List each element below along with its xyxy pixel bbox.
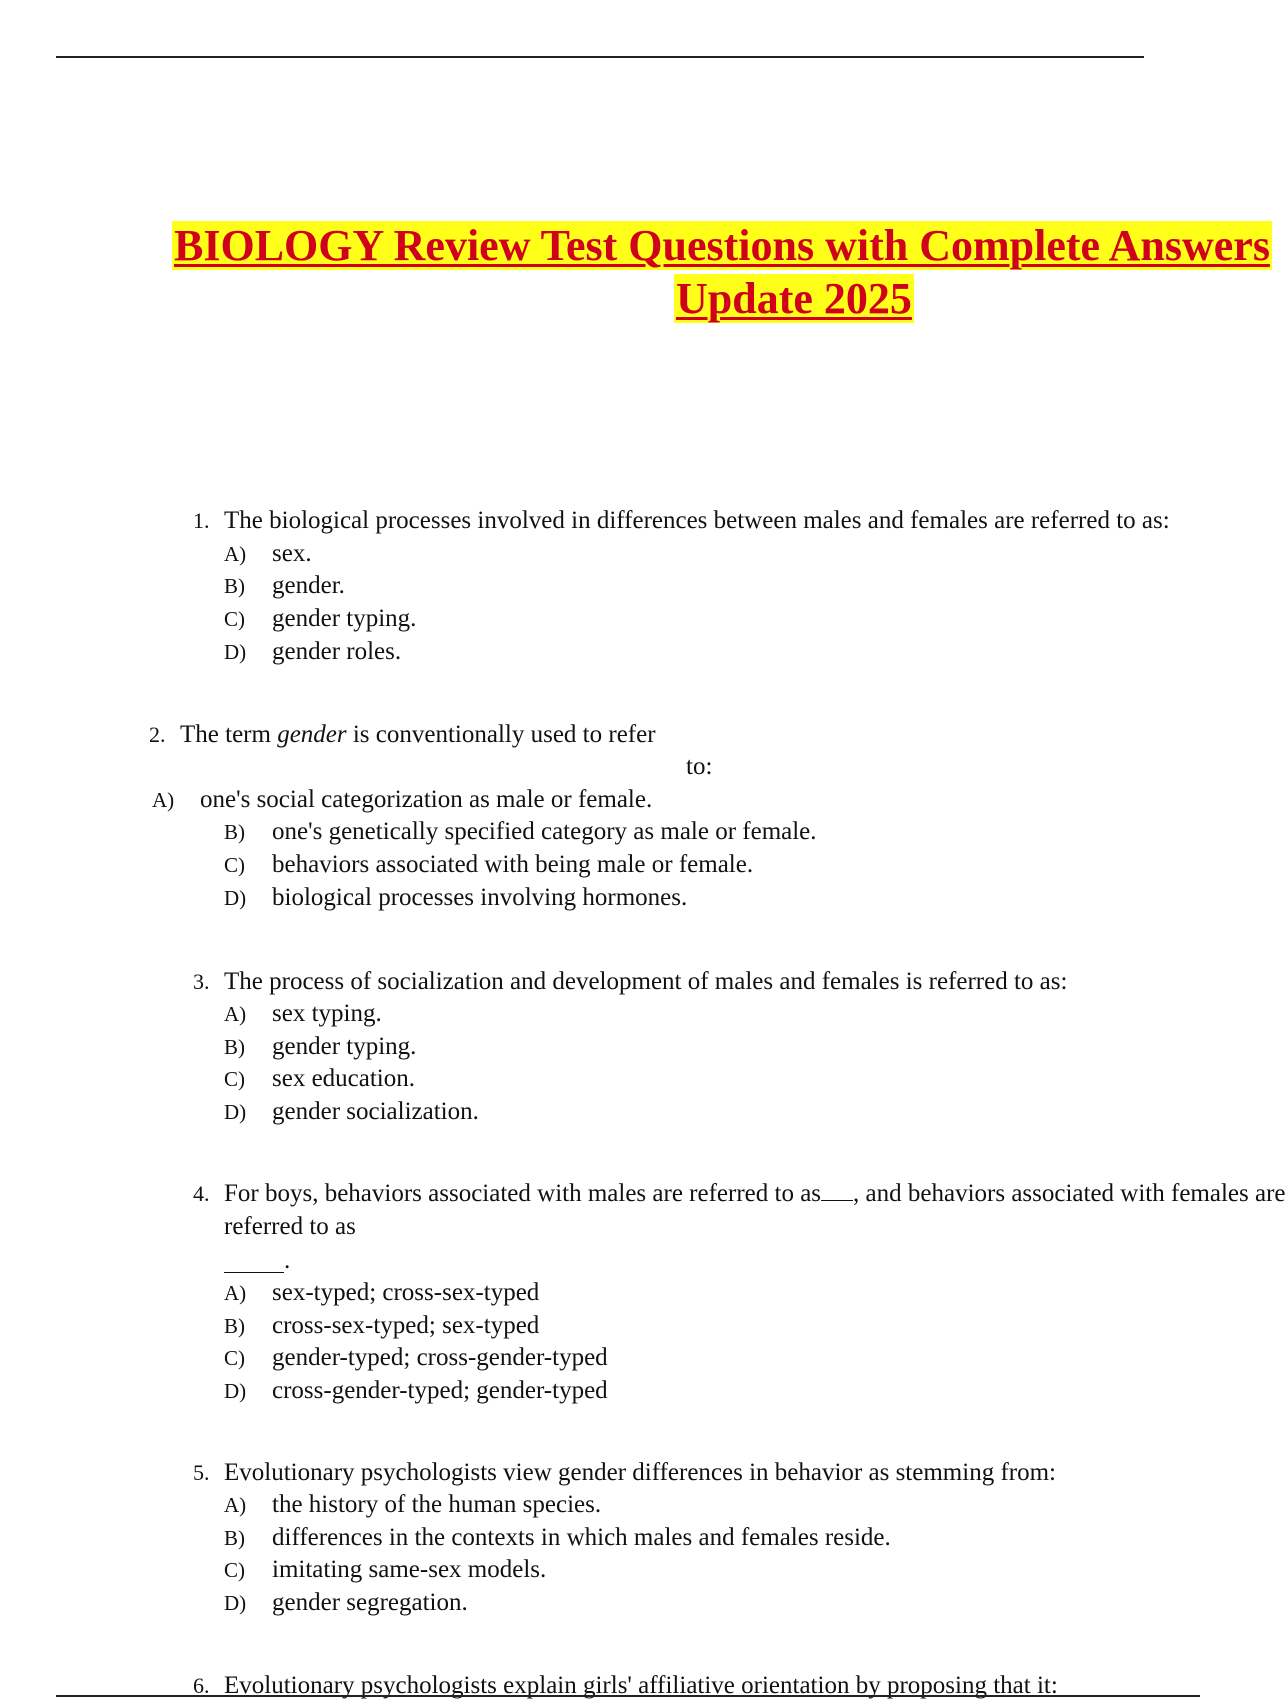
option-text: imitating same-sex models.	[272, 1556, 547, 1583]
question-text: Evolutionary psychologists explain girls' affiliative orientation by proposing that it:	[224, 1672, 1058, 1699]
question-number: 3.	[193, 969, 210, 994]
option-text: gender-typed; cross-gender-typed	[272, 1344, 608, 1371]
option-text: gender typing.	[272, 1033, 417, 1060]
question-number: 1.	[193, 508, 210, 533]
option-text: one's social categorization as male or female.	[200, 786, 653, 813]
option-letter: D)	[224, 886, 247, 910]
option-letter: A)	[152, 788, 175, 812]
option-letter: C)	[224, 1346, 245, 1370]
question-text-continued: to:	[686, 753, 713, 780]
document-title-line-2	[674, 275, 914, 323]
option-text: biological processes involving hormones.	[272, 884, 688, 911]
option-letter: A)	[224, 1281, 247, 1305]
option-text: sex education.	[272, 1065, 416, 1092]
top-rule	[56, 56, 1144, 58]
answer-blank-line	[224, 1272, 284, 1273]
question-text-end: .	[284, 1247, 291, 1274]
option-text: gender.	[272, 572, 345, 599]
question-text: Evolutionary psychologists view gender differences in behavior as stemming from:	[224, 1459, 1056, 1486]
title-text-2: Update 2025	[676, 274, 912, 323]
question-number: 6.	[193, 1673, 210, 1698]
option-text: gender roles.	[272, 638, 402, 665]
question-text-part: , and behaviors associated with females are	[853, 1180, 1286, 1207]
question-text-part: For boys, behaviors associated with males are referred to as	[224, 1180, 822, 1207]
answer-blank	[821, 1178, 853, 1201]
option-letter: C)	[224, 853, 245, 877]
option-letter: D)	[224, 1100, 247, 1124]
option-text: gender socialization.	[272, 1098, 479, 1125]
option-text: behaviors associated with being male or female.	[272, 851, 754, 878]
option-letter: A)	[224, 1493, 247, 1517]
option-text: gender typing.	[272, 605, 417, 632]
question-text-italic: gender	[277, 721, 347, 748]
option-letter: A)	[224, 542, 247, 566]
question-text-part: is conventionally used to refer	[346, 721, 656, 748]
option-text: the history of the human species.	[272, 1491, 602, 1518]
question-text: The biological processes involved in differences between males and females are referred to as:	[224, 507, 1170, 534]
option-letter: D)	[224, 640, 247, 664]
title-text-1: BIOLOGY Review Test Questions with Complete Answers	[174, 221, 1270, 270]
option-text: cross-gender-typed; gender-typed	[272, 1377, 608, 1404]
bottom-rule	[56, 1695, 1200, 1697]
question-text: The process of socialization and development of males and females is referred to as:	[224, 968, 1068, 995]
option-letter: B)	[224, 820, 245, 844]
option-letter: B)	[224, 1526, 245, 1550]
option-letter: D)	[224, 1379, 247, 1403]
option-text: sex-typed; cross-sex-typed	[272, 1279, 540, 1306]
option-letter: B)	[224, 1314, 245, 1338]
question-number: 5.	[193, 1460, 210, 1485]
option-letter: D)	[224, 1591, 247, 1615]
option-text: one's genetically specified category as male or female.	[272, 818, 817, 845]
option-letter: A)	[224, 1002, 247, 1026]
option-text: sex typing.	[272, 1000, 382, 1027]
option-letter: B)	[224, 574, 245, 598]
question-text-part: The term	[180, 721, 278, 748]
option-letter: C)	[224, 1558, 245, 1582]
question-text-continued: referred to as	[224, 1213, 356, 1240]
question-number: 4.	[193, 1181, 210, 1206]
option-text: differences in the contexts in which males and females reside.	[272, 1524, 891, 1551]
option-letter: B)	[224, 1035, 245, 1059]
option-letter: C)	[224, 1067, 245, 1091]
document-title-line-1	[172, 222, 1272, 270]
option-text: cross-sex-typed; sex-typed	[272, 1312, 540, 1339]
question-text	[180, 719, 656, 751]
question-number: 2.	[149, 722, 166, 747]
question-text	[224, 1178, 1286, 1210]
option-text: gender segregation.	[272, 1589, 468, 1616]
option-letter: C)	[224, 607, 245, 631]
option-text: sex.	[272, 540, 312, 567]
